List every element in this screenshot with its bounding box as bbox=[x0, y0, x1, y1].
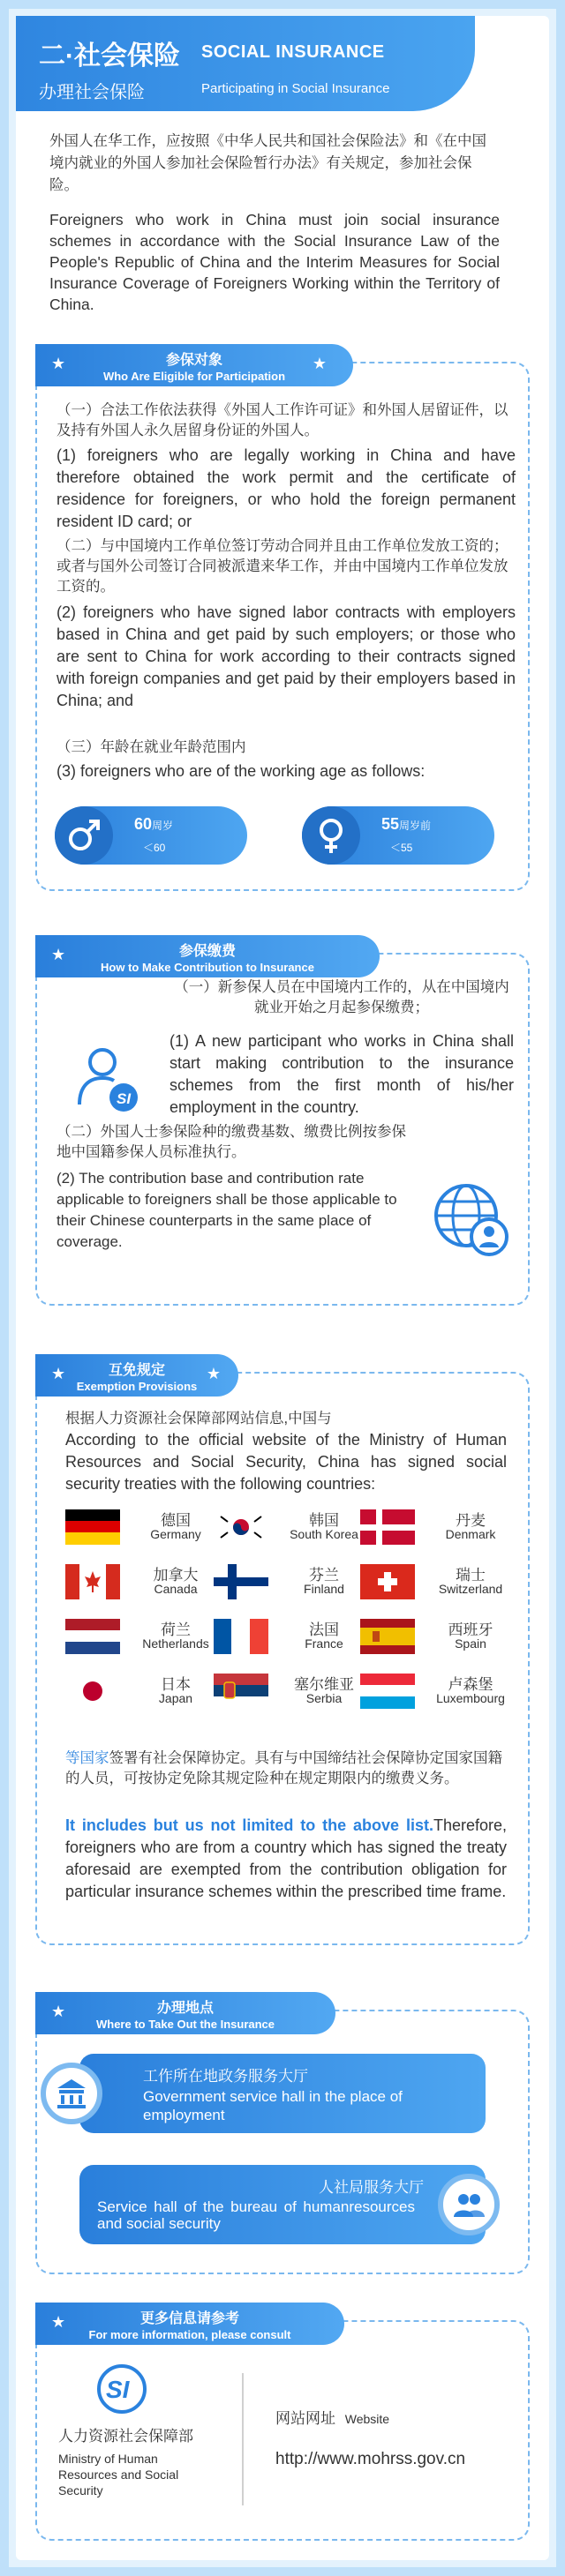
country-name-en: South Korea bbox=[290, 1527, 358, 1541]
place-government-hall bbox=[79, 2054, 486, 2133]
flag-icon bbox=[65, 1619, 120, 1654]
country-name-cn: 德国 bbox=[161, 1512, 191, 1529]
section-title-en: Where to Take Out the Insurance bbox=[95, 2018, 275, 2031]
section-title-en: For more information, please consult bbox=[88, 2328, 291, 2341]
country-item bbox=[360, 1670, 528, 1711]
country-name-cn: 韩国 bbox=[309, 1512, 339, 1529]
mohrss-logo-icon bbox=[95, 2364, 148, 2414]
female-age: 55 bbox=[381, 815, 400, 833]
country-item bbox=[65, 1670, 233, 1711]
flag-icon bbox=[360, 1509, 415, 1545]
header-subtitle-en: Participating in Social Insurance bbox=[201, 81, 390, 96]
country-name-cn: 瑞士 bbox=[456, 1567, 486, 1584]
place2-en: Service hall of the bureau of humanresources and social security bbox=[97, 2198, 415, 2232]
country-item bbox=[360, 1615, 528, 1656]
country-name-cn: 卢森堡 bbox=[448, 1676, 493, 1693]
eligible-p2-en: (2) foreigners who have signed labor contracts with employers based in China and get paid by such employers; or those who are sent to China for work according to their contracts signed with foreign companies and get paid by their employers based in China; and bbox=[56, 603, 516, 709]
country-name-en: Germany bbox=[150, 1527, 201, 1541]
country-name-en: Luxembourg bbox=[436, 1691, 505, 1705]
website-url-link[interactable]: http://www.mohrss.gov.cn bbox=[275, 2450, 466, 2468]
flag-icon bbox=[360, 1564, 415, 1599]
section-title-cn: 更多信息请参考 bbox=[139, 2311, 239, 2326]
star-icon: ★ bbox=[51, 946, 66, 963]
section-eligibility bbox=[35, 353, 530, 891]
intro-text-en: Foreigners who work in China must join social insurance schemes in accordance with the Social Insurance Law of the People's Republic of China and the Interim Measures for Social Insurance Coverage of Foreigners Working within the Territory of China. bbox=[49, 211, 500, 313]
country-name-cn: 荷兰 bbox=[161, 1621, 191, 1638]
people-icon bbox=[438, 2174, 500, 2235]
flag-icon bbox=[214, 1564, 268, 1599]
star-icon: ★ bbox=[51, 355, 66, 372]
eligible-p3-cn: （三）年龄在就业年龄范围内 bbox=[56, 739, 246, 755]
section-where bbox=[35, 2001, 530, 2274]
place-hr-bureau bbox=[79, 2165, 486, 2244]
section-title-eligibility bbox=[35, 344, 353, 386]
payment-p1-en: (1) A new participant who works in China shall start making contribution to the insurance schemes from the first month of his/her employment in the country. bbox=[170, 1032, 514, 1116]
flag-icon bbox=[65, 1564, 120, 1599]
country-item bbox=[65, 1615, 233, 1656]
section-title-where bbox=[35, 1992, 335, 2034]
note-en-text: Therefore, foreigners who are from a country which has signed the treaty aforesaid are exempted from the contribution obligation for particular insurance schemes within the prescribed time frame. bbox=[65, 1816, 507, 1900]
country-item bbox=[214, 1615, 381, 1656]
website-label bbox=[275, 2408, 389, 2430]
flag-icon bbox=[360, 1619, 415, 1654]
eligible-p1-en: (1) foreigners who are legally working in China and have therefore obtained the work permit and the certificate of residence for foreigners, or who hold the foreign permanent resident ID card; or bbox=[56, 446, 516, 530]
star-icon: ★ bbox=[206, 1365, 221, 1382]
intro-block bbox=[49, 131, 500, 315]
note-en-highlight: It includes but us not limited to the above list. bbox=[65, 1816, 433, 1834]
place1-en: Government service hall in the place of employment bbox=[143, 2088, 403, 2123]
country-item bbox=[65, 1506, 233, 1546]
note-cn-highlight: 等国家 bbox=[65, 1750, 109, 1766]
building-icon bbox=[41, 2063, 102, 2124]
place2-cn: 人社局服务大厅 bbox=[319, 2179, 424, 2196]
female-icon bbox=[302, 806, 360, 865]
country-name-en: Spain bbox=[455, 1636, 486, 1651]
flag-icon bbox=[65, 1674, 120, 1709]
male-icon bbox=[55, 806, 113, 865]
si-person-icon bbox=[72, 1043, 143, 1119]
svg-text:SI: SI bbox=[106, 2376, 130, 2403]
country-name-cn: 加拿大 bbox=[153, 1567, 199, 1584]
male-age: 60 bbox=[134, 815, 153, 833]
exemption-intro-en: According to the official website of the Ministry of Human Resources and Social Security, China has signed social security treaties with the following countries: bbox=[65, 1431, 507, 1493]
eligible-p1-cn: （一）合法工作依法获得《外国人工作许可证》和外国人居留证件，以及持有外国人永久居留身份证的外国人。 bbox=[56, 402, 508, 438]
country-name-cn: 塞尔维亚 bbox=[294, 1676, 354, 1693]
section-title-cn: 办理地点 bbox=[156, 2001, 214, 2016]
country-name-cn: 日本 bbox=[161, 1676, 191, 1693]
si-label: SI bbox=[117, 1090, 132, 1107]
section-title-en: How to Make Contribution to Insurance bbox=[101, 961, 314, 974]
section-title-payment bbox=[35, 935, 380, 977]
country-name-cn: 法国 bbox=[309, 1621, 339, 1638]
country-name-en: Netherlands bbox=[142, 1636, 209, 1651]
website-label-en: Website bbox=[344, 2412, 390, 2426]
exemption-note-cn bbox=[65, 1749, 507, 1789]
country-item bbox=[214, 1670, 381, 1711]
eligible-p2-cn: （二）与中国境内工作单位签订劳动合同并且由工作单位发放工资的；或者与国外公司签订合同被派遣来华工作，并由中国境内工作单位发放工资的。 bbox=[56, 538, 508, 595]
country-name-en: Switzerland bbox=[438, 1582, 503, 1596]
section-title-exemption bbox=[35, 1354, 238, 1397]
header-subtitle-cn: 办理社会保险 bbox=[39, 83, 145, 102]
country-item bbox=[360, 1561, 528, 1601]
website-label-cn: 网站网址 bbox=[275, 2410, 335, 2427]
country-name-en: Japan bbox=[158, 1691, 193, 1705]
place1-cn: 工作所在地政务服务大厅 bbox=[143, 2068, 308, 2085]
male-age-unit: 周岁 bbox=[152, 820, 174, 832]
country-name-en: Denmark bbox=[445, 1527, 496, 1541]
section-title-en: Who Are Eligible for Participation bbox=[102, 370, 286, 383]
section-exemption bbox=[35, 1363, 530, 1945]
flag-icon bbox=[65, 1509, 120, 1545]
section-title-en: Exemption Provisions bbox=[76, 1380, 198, 1393]
flag-icon bbox=[214, 1619, 268, 1654]
country-name-en: Finland bbox=[304, 1582, 344, 1596]
intro-text-cn: 外国人在华工作，应按照《中华人民共和国社会保险法》和《在中国境内就业的外国人参加社会保险暂行办法》有关规定，参加社会保险。 bbox=[49, 133, 486, 193]
flag-icon bbox=[214, 1509, 268, 1545]
globe-person-icon bbox=[426, 1173, 514, 1262]
star-icon: ★ bbox=[51, 2313, 66, 2331]
female-age-sub: ＜55 bbox=[390, 842, 413, 854]
org-name-en: Ministry of Human Resources and Social Security bbox=[58, 2452, 179, 2497]
flag-icon bbox=[360, 1674, 415, 1709]
divider bbox=[242, 2373, 244, 2505]
header-title-en: SOCIAL INSURANCE bbox=[201, 42, 385, 62]
country-item bbox=[214, 1561, 381, 1601]
section-more-info bbox=[35, 2311, 530, 2541]
org-name-cn: 人力资源社会保障部 bbox=[58, 2428, 193, 2445]
payment-p1-cn: （一）新参保人员在中国境内工作的，从在中国境内就业开始之月起参保缴费； bbox=[174, 979, 509, 1015]
female-age-unit: 周岁前 bbox=[399, 820, 432, 832]
header-title-cn: 二·社会保险 bbox=[39, 41, 180, 71]
section-title-cn: 参保对象 bbox=[165, 353, 222, 368]
section-title-cn: 互免规定 bbox=[108, 1363, 165, 1378]
eligible-p3-en: (3) foreigners who are of the working age as follows: bbox=[56, 762, 426, 780]
star-icon: ★ bbox=[51, 1365, 66, 1382]
section-title-more bbox=[35, 2303, 344, 2345]
flag-icon bbox=[214, 1674, 268, 1709]
section-payment bbox=[35, 944, 530, 1306]
male-age-badge bbox=[55, 806, 247, 865]
country-item bbox=[214, 1506, 381, 1546]
country-name-en: Canada bbox=[154, 1582, 198, 1596]
exemption-intro-cn: 根据人力资源社会保障部网站信息,中国与 bbox=[65, 1411, 332, 1427]
exemption-note-en bbox=[65, 1815, 507, 1903]
country-name-cn: 西班牙 bbox=[448, 1621, 493, 1638]
country-name-en: France bbox=[305, 1636, 343, 1651]
male-age-sub: ＜60 bbox=[143, 842, 166, 854]
country-name-en: Serbia bbox=[305, 1691, 343, 1705]
payment-p2-cn: （二）外国人士参保险种的缴费基数、缴费比例按参保地中国籍参保人员标准执行。 bbox=[56, 1124, 406, 1160]
country-item bbox=[360, 1506, 528, 1546]
star-icon: ★ bbox=[312, 355, 327, 372]
country-item bbox=[65, 1561, 233, 1601]
section-title-cn: 参保缴费 bbox=[178, 944, 236, 959]
country-name-cn: 丹麦 bbox=[456, 1512, 486, 1529]
payment-p2-en: (2) The contribution base and contribution rate applicable to foreigners shall be those applicable to their Chinese counterparts in the same place of coverage. bbox=[56, 1170, 397, 1250]
star-icon: ★ bbox=[51, 2003, 66, 2020]
page-header bbox=[16, 16, 475, 111]
note-cn-text: 签署有社会保障协定。具有与中国缔结社会保障协定国家国籍的人员，可按协定免除其规定险种在规定期限内的缴费义务。 bbox=[65, 1750, 502, 1786]
female-age-badge bbox=[302, 806, 494, 865]
country-name-cn: 芬兰 bbox=[309, 1567, 339, 1584]
